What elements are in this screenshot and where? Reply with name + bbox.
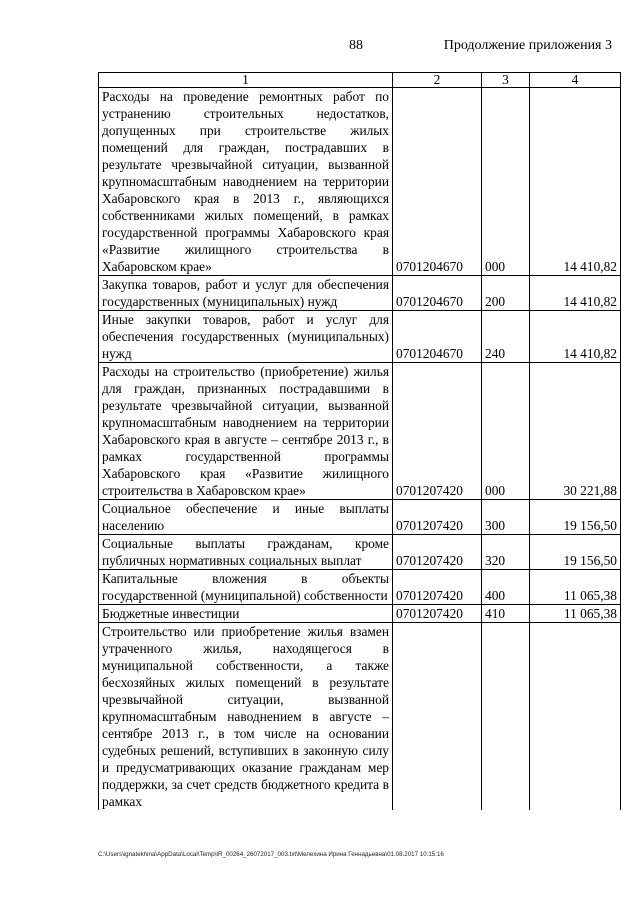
row-code: 0701204670: [393, 311, 482, 363]
budget-table: [98, 72, 621, 810]
row-expense-type: [482, 623, 530, 811]
row-name: Строительство или приобретение жилья взамен утраченного жилья, находящегося в муниципальной собственности, а также бесхозяйных жилых помещений в результате чрезвычайной ситуации, вызванной крупномасштабным наводнением в августе – сентябре 2013 г., в том числе на основании судебных решений, вступивших в законную силу и предусматривающих оказание гражданам мер поддержки, за счет средств бюджетного кредита в рамках: [99, 623, 393, 811]
continuation-label: Продолжение приложения 3: [443, 38, 612, 53]
row-amount: 11 065,38: [530, 605, 621, 623]
table-row: [99, 535, 621, 570]
row-code: 0701204670: [393, 88, 482, 276]
column-header: 1: [99, 73, 393, 88]
row-name: Расходы на проведение ремонтных работ по устранению строительных недостатков, допущенных при строительстве жилых помещений для граждан, пострадавших в результате чрезвычайной ситуации, вызванной крупномасштабным наводнением на территории Хабаровского края в 2013 г., являющихся собственниками жилых помещений, в рамках государственной программы Хабаровского края «Развитие жилищного строительства в Хабаровском крае»: [99, 88, 393, 276]
row-expense-type: 410: [482, 605, 530, 623]
table-row: [99, 363, 621, 500]
row-code: 0701204670: [393, 276, 482, 311]
row-code: 0701207420: [393, 605, 482, 623]
row-name: Расходы на строительство (приобретение) жилья для граждан, признанных пострадавшими в результате чрезвычайной ситуации, вызванной крупномасштабным наводнением на территории Хабаровского края в августе – сентябре 2013 г., в рамках государственной программы Хабаровского края «Развитие жилищного строительства в Хабаровском крае»: [99, 363, 393, 500]
column-header: 4: [530, 73, 621, 88]
row-expense-type: 240: [482, 311, 530, 363]
table-row: [99, 500, 621, 535]
row-amount: 14 410,82: [530, 88, 621, 276]
row-amount: 30 221,88: [530, 363, 621, 500]
table-row: [99, 311, 621, 363]
table-row: [99, 276, 621, 311]
table-header-row: [99, 73, 621, 88]
row-name: Бюджетные инвестиции: [99, 605, 393, 623]
row-name: Капитальные вложения в объекты государственной (муниципальной) собственности: [99, 570, 393, 605]
row-name: Социальное обеспечение и иные выплаты населению: [99, 500, 393, 535]
row-name: Иные закупки товаров, работ и услуг для обеспечения государственных (муниципальных) нужд: [99, 311, 393, 363]
row-amount: 11 065,38: [530, 570, 621, 605]
column-header: 2: [393, 73, 482, 88]
row-code: [393, 623, 482, 811]
row-code: 0701207420: [393, 570, 482, 605]
row-amount: 14 410,82: [530, 311, 621, 363]
row-code: 0701207420: [393, 500, 482, 535]
row-code: 0701207420: [393, 363, 482, 500]
row-name: Социальные выплаты гражданам, кроме публичных нормативных социальных выплат: [99, 535, 393, 570]
table-row: [99, 623, 621, 811]
row-expense-type: 320: [482, 535, 530, 570]
file-path-footer: C:\Users\ignatekhina\AppData\Local\Temp\IR_00264_26072017_003.txt\Мелехина Ирина Геннадьевна\01.08.2017 10:15:16: [98, 851, 444, 858]
table-row: [99, 570, 621, 605]
row-amount: 19 156,50: [530, 500, 621, 535]
row-expense-type: 200: [482, 276, 530, 311]
page-number: 88: [349, 38, 363, 53]
row-amount: 14 410,82: [530, 276, 621, 311]
row-amount: 19 156,50: [530, 535, 621, 570]
row-expense-type: 000: [482, 88, 530, 276]
row-code: 0701207420: [393, 535, 482, 570]
column-header: 3: [482, 73, 530, 88]
row-name: Закупка товаров, работ и услуг для обеспечения государственных (муниципальных) нужд: [99, 276, 393, 311]
row-expense-type: 300: [482, 500, 530, 535]
row-amount: [530, 623, 621, 811]
table-row: [99, 605, 621, 623]
row-expense-type: 000: [482, 363, 530, 500]
table-row: [99, 88, 621, 276]
row-expense-type: 400: [482, 570, 530, 605]
